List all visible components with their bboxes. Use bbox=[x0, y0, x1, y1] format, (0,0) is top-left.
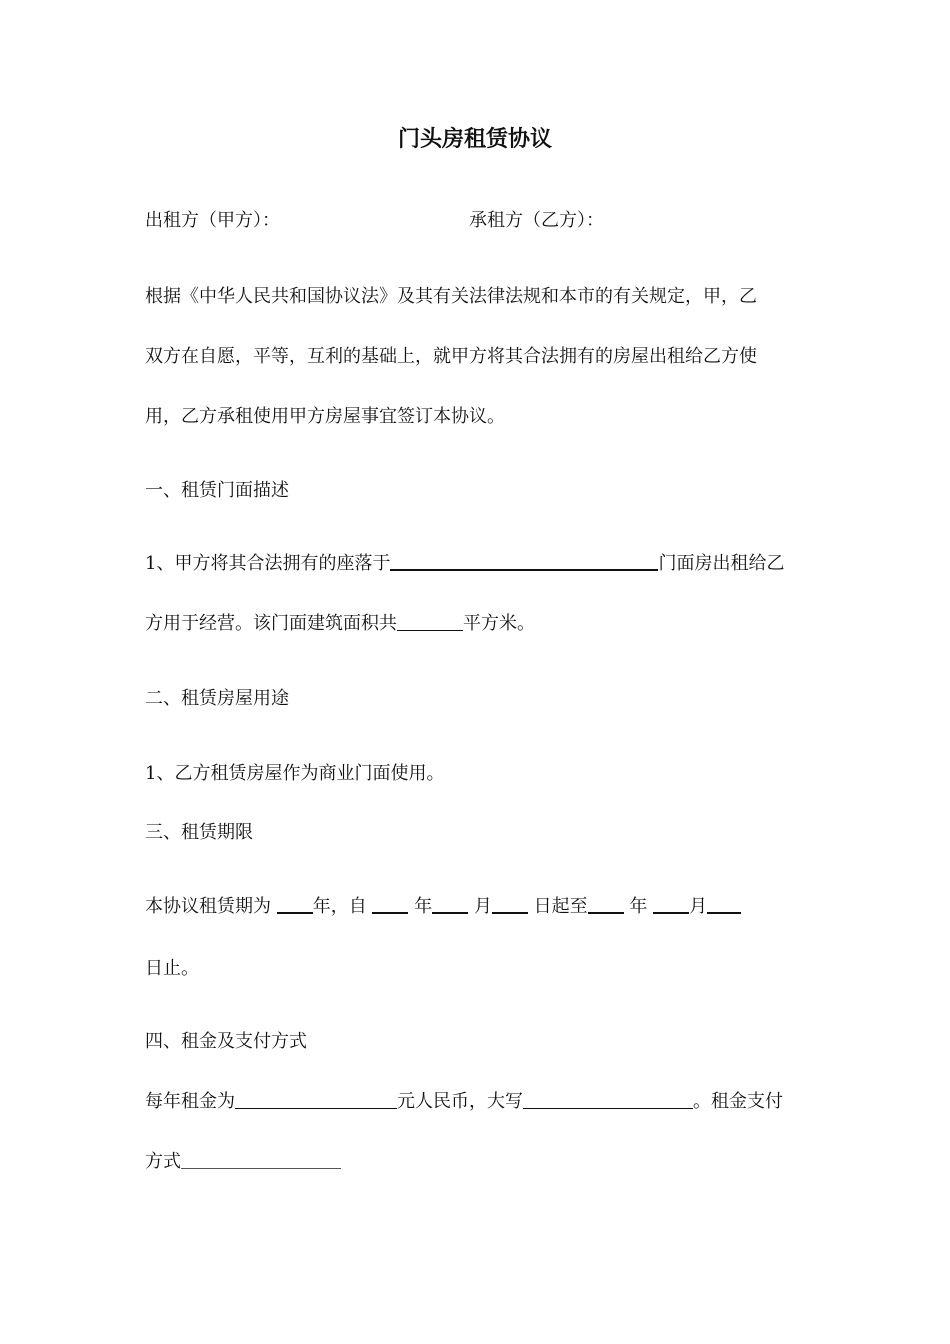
end-month-blank[interactable] bbox=[653, 894, 689, 914]
payment-method-blank[interactable] bbox=[181, 1150, 341, 1169]
item-text: 1、甲方将其合法拥有的座落于 bbox=[145, 553, 391, 574]
section-1-item-1-cont bbox=[145, 609, 535, 635]
start-month-blank[interactable] bbox=[432, 894, 468, 914]
section-4-rent-line bbox=[145, 1087, 783, 1113]
section-2-item-1: 1、乙方租赁房屋作为商业门面使用。 bbox=[145, 763, 445, 784]
rent-in-words-blank[interactable] bbox=[523, 1090, 693, 1109]
rent-text: 元人民币，大写 bbox=[397, 1091, 523, 1112]
lessee-label: 承租方（乙方）： bbox=[469, 210, 604, 231]
lessor-label: 出租方（甲方）： bbox=[145, 210, 280, 231]
section-4-heading: 四、租金及支付方式 bbox=[145, 1031, 307, 1052]
section-1-heading: 一、租赁门面描述 bbox=[145, 480, 289, 501]
rent-text: 每年租金为 bbox=[145, 1091, 235, 1112]
start-day-blank[interactable] bbox=[492, 894, 528, 914]
term-text: 日起至 bbox=[533, 896, 588, 917]
preamble-line-1: 根据《中华人民共和国协议法》及其有关法律法规和本市的有关规定，甲，乙 bbox=[145, 286, 757, 307]
term-text: 月 bbox=[689, 896, 708, 917]
end-year-blank[interactable] bbox=[588, 894, 624, 914]
term-years-blank[interactable] bbox=[277, 894, 313, 914]
parties-line bbox=[145, 206, 604, 232]
term-text: 月 bbox=[473, 896, 492, 917]
section-2-heading: 二、租赁房屋用途 bbox=[145, 688, 289, 709]
item-text: 方用于经营。该门面建筑面积共 bbox=[145, 613, 397, 634]
end-day-blank[interactable] bbox=[707, 894, 741, 914]
section-1-item-1 bbox=[145, 549, 784, 575]
annual-rent-blank[interactable] bbox=[235, 1090, 397, 1109]
preamble-line-3: 用，乙方承租使用甲方房屋事宜签订本协议。 bbox=[145, 406, 505, 427]
section-3-term-end: 日止。 bbox=[145, 958, 199, 979]
payment-text: 方式 bbox=[145, 1151, 181, 1172]
rent-text: 。租金支付 bbox=[693, 1091, 783, 1112]
term-text: 年，自 bbox=[312, 896, 367, 917]
term-text: 本协议租赁期为 bbox=[145, 896, 271, 917]
preamble-line-2: 双方在自愿，平等，互利的基础上，就甲方将其合法拥有的房屋出租给乙方使 bbox=[145, 346, 757, 367]
section-3-term-line bbox=[145, 892, 741, 918]
item-text: 门面房出租给乙 bbox=[658, 553, 785, 574]
document-title: 门头房租赁协议 bbox=[397, 126, 552, 152]
section-3-heading: 三、租赁期限 bbox=[145, 822, 253, 843]
start-year-blank[interactable] bbox=[372, 894, 408, 914]
section-4-payment-line bbox=[145, 1147, 341, 1173]
area-blank[interactable] bbox=[397, 612, 463, 631]
item-text: 平方米。 bbox=[463, 613, 535, 634]
term-text: 年 bbox=[629, 896, 648, 917]
location-blank[interactable] bbox=[390, 551, 658, 571]
term-text: 年 bbox=[414, 896, 433, 917]
